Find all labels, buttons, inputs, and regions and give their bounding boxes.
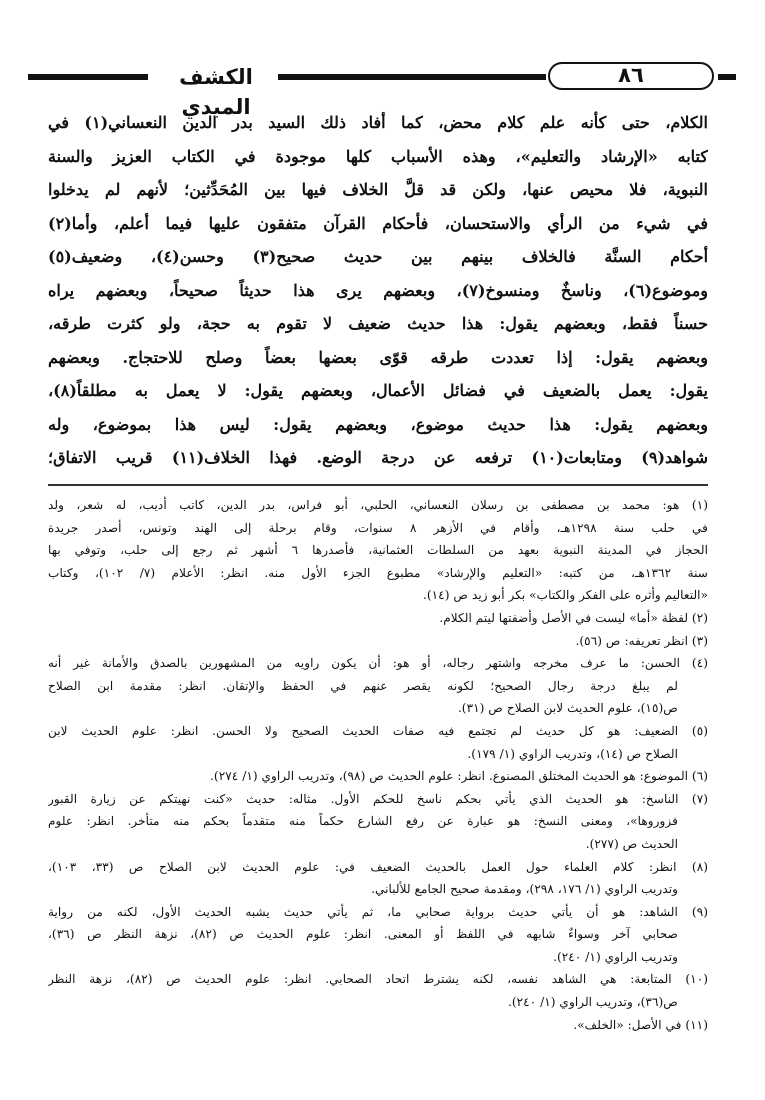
body-line: حسناً فقط، وبعضهم يقول: هذا حديث ضعيف لا تقوم به حجة، ولو كثرت طرقه، (48, 314, 708, 333)
body-line: الكلام، حتى كأنه علم كلام محض، كما أفاد ذلك السيد بدر الدين النعساني(١) في (48, 113, 708, 132)
page-header (28, 62, 733, 119)
footnote-line: في حلب سنة ١٢٩٨هـ، وأقام في الأزهر ٨ سنوات، وقام برحلة إلى الهند وتونس، أصدر جريدة (48, 520, 708, 535)
footnote-line: الحجاز في المدينة النبوية بعهد من السلطات العثمانية، فأصدرها ٦ أشهر ثم رجع إلى حلب، وتوفي بها (48, 543, 708, 558)
footnotes (48, 494, 708, 1036)
footnote-line: (٤) الحسن: ما عرف مخرجه واشتهر رجاله، أو هو: أن يكون راويه من المشهورين بالصدق والأمانة غير أنه (48, 656, 708, 671)
body-line: وبعضهم يقول: هذا حديث موضوع، وبعضهم يقول: ليس هذا بموضوع، وله (48, 414, 708, 434)
header-rule-middle (278, 74, 546, 80)
footnote-line: (١٠) المتابعة: هي الشاهد نفسه، لكنه يشترط اتحاد الصحابي. انظر: علوم الحديث ص (٨٢)، نزهة النظر (48, 972, 708, 987)
footnote-line: (٧) الناسخ: هو الحديث الذي يأتي بحكم ناسخ للحكم الأول. مثاله: حديث «كنت نهيتكم عن زيارة القبور (48, 791, 708, 806)
footnote-line: (٩) الشاهد: هو أن يأتي حديث برواية صحابي ما، ثم يأتي حديث يشبه الحديث الأول، لكنه من رواية (48, 904, 708, 919)
footnote-line: (٢) لفظة «أما» ليست في الأصل وأضفتها ليتم الكلام. (439, 610, 708, 625)
body-line: النبوية، فلا محيص عنها، ولكن قد قلَّ الخلاف فيها بين المُحَدِّثين؛ لأنهم لم يدخلوا (48, 180, 708, 199)
footnote-separator (48, 484, 708, 486)
footnote-line: الحديث ص (٢٧٧). (585, 836, 678, 851)
footnote-line: وتدريب الراوي (١/ ١٧٦، ٢٩٨)، ومقدمة صحيح الجامع للألباني. (371, 882, 678, 897)
footnote-line: سنة ١٣٦٢هـ، من كتبه: «التعليم والإرشاد» مطبوع الجزء الأول منه. انظر: الأعلام (٧/ ١٠٢)، وكتاب (48, 565, 708, 580)
footnote-line: (٨) انظر: كلام العلماء حول العمل بالحديث الضعيف في: علوم الحديث لابن الصلاح ص (٣٣، ١٠٣)، (48, 859, 708, 874)
footnote-line: صحابي آخر وسواءٌ شابهه في اللفظ أو المعنى. انظر: علوم الحديث ص (٨٢)، نزهة النظر ص (٣٦)، (48, 927, 678, 942)
header-rule-left (28, 74, 148, 80)
footnote-line: (١١) في الأصل: «الخلف». (573, 1017, 708, 1032)
footnote-line: (١) هو: محمد بن مصطفى بن رسلان النعساني، الحلبي، أبو فراس، بدر الدين، كاتب أديب، له شعر، ولد (48, 498, 708, 512)
body-line: أحكام السنَّة فالخلاف بينهم بين حديث صحيح(٣) وحسن(٤)، وضعيف(٥) (48, 247, 708, 266)
footnote-line: لم يبلغ درجة رجال الصحيح؛ لكونه يقصر عنهم في الحفظ والإتقان. انظر: مقدمة ابن الصلاح (48, 678, 678, 693)
body-line: وبعضهم يقول: إذا تعددت طرقه قوّى بعضها بعضاً وصلح للاحتجاج. وبعضهم (48, 347, 708, 367)
footnote-line: (٥) الضعيف: هو كل حديث لم تجتمع فيه صفات الحديث الصحيح ولا الحسن. انظر: علوم الحديث لابن (48, 723, 708, 738)
body-line: وموضوع(٦)، وناسخٌ ومنسوخ(٧)، وبعضهم يرى هذا حديثاً صحيحاً، وبعضهم يراه (48, 280, 708, 300)
footnote-line: ص(٣٦)، وتدريب الراوي (١/ ٢٤٠). (507, 995, 678, 1010)
body-line: كتابه «الإرشاد والتعليم»، وهذه الأسباب كلها موجودة في الكتاب العزيز والسنة (48, 146, 708, 166)
body-line: يقول: يعمل بالضعيف في فضائل الأعمال، وبعضهم يقول: لا يعمل به مطلقاً(٨)، (48, 381, 708, 400)
body-line: في شيء من الرأي والاستحسان، فأحكام القرآن متفقون عليها فيما أعلم، وأما(٢) (48, 213, 708, 233)
footnote-line: «التعاليم وأثره على الفكر والكتاب» بكر أبو زيد ص (١٤). (422, 588, 708, 603)
page-number: ٨٦ (548, 62, 714, 90)
running-title: الكشف المبدي (179, 65, 253, 119)
footnote-line: (٦) الموضوع: هو الحديث المختلق المصنوع. انظر: علوم الحديث ص (٩٨)، وتدريب الراوي (١/ ٢٧٤). (210, 769, 708, 784)
footnote-line: وتدريب الراوي (١/ ٢٤٠). (553, 949, 678, 964)
header-rule-right (718, 74, 736, 80)
body-line: شواهد(٩) ومتابعات(١٠) ترفعه عن درجة الوضع. فهذا الخلاف(١١) قريب الاتفاق؛ (48, 448, 708, 467)
main-text (48, 106, 708, 475)
footnote-line: (٣) انظر تعريفه: ص (٥٦). (575, 633, 708, 648)
footnote-line: فزوروها»، ومعنى النسخ: هو عبارة عن رفع الشارع حكماً منه متقدماً بحكم منه متأخر. انظر: علوم (48, 814, 678, 829)
footnote-line: ص(١٥)، علوم الحديث لابن الصلاح ص (٣١). (457, 701, 678, 716)
footnote-line: الصلاح ص (١٤)، وتدريب الراوي (١/ ١٧٩). (467, 746, 678, 761)
